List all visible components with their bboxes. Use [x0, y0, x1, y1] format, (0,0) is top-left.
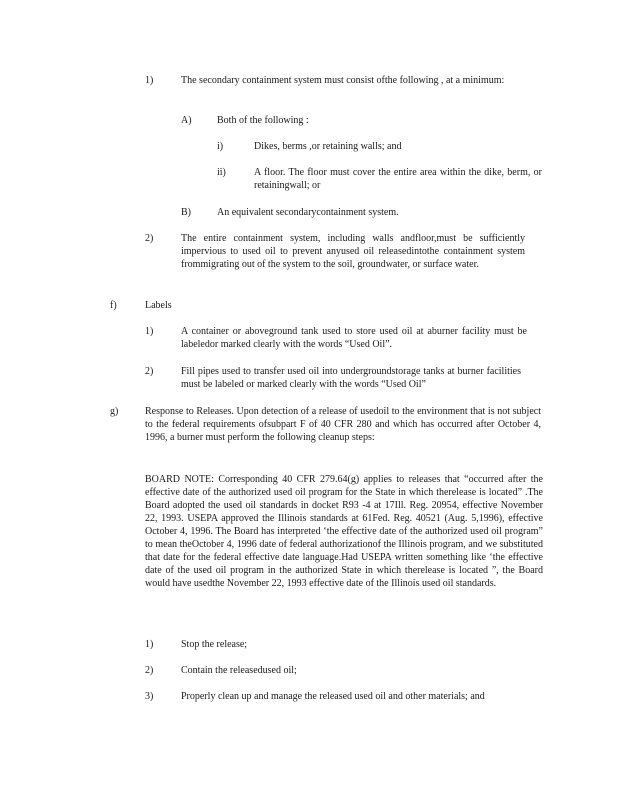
section-text: Response to Releases. Upon detection of a release of usedoil to the environment that is not subject to the federal requirements ofsubpart F of 40 CFR 280 and which has occurred after October 4, 1996, a burner must perform the following cleanup steps: [145, 406, 541, 443]
item-text: The secondary containment system must consist ofthe following , at a minimum: [181, 75, 505, 86]
item-label: B) [181, 207, 191, 218]
item-label: i) [217, 141, 224, 152]
item-label: 1) [145, 326, 154, 337]
item-text: Both of the following : [217, 115, 309, 126]
item-label: ii) [217, 167, 226, 178]
item-label: 2) [145, 233, 154, 244]
item-label: 2) [145, 366, 154, 377]
item-text: Properly clean up and manage the released used oil and other materials; and [181, 691, 485, 702]
item-label: 2) [145, 665, 154, 676]
section-label: g) [110, 406, 119, 417]
section-heading: Labels [145, 300, 172, 311]
section-label: f) [110, 300, 117, 311]
item-label: 3) [145, 691, 154, 702]
item-label: 1) [145, 639, 154, 650]
board-note: BOARD NOTE: Corresponding 40 CFR 279.64(g) applies to releases that “occurred after the effective date of the authorized used oil program for the State in which therelease is located” .The Board adopted the used oil standards in docket R93 -4 at 17Ill. Reg. 20954, effective November 22, 1993. USEPA approved the Illinois standards at 61Fed. Reg. 40521 (Aug. 5,1996), effective October 4, 1996. The Board has interpreted ‘the effective date of the authorized used oil program” to mean theOctober 4, 1996 date of federal authorizationof the Illinois program, and we substituted that date for the federal effective date language.Had USEPA written something like ‘the effective date of the used oil program in the authorized State in which therelease is located ”, the Board would have usedthe November 22, 1993 effective date of the Illinois used oil standards. [145, 474, 543, 589]
item-text: Fill pipes used to transfer used oil into undergroundstorage tanks at burner facilities must be labeled or marked clearly with the words “Used Oil” [181, 366, 521, 390]
item-label: 1) [145, 75, 154, 86]
item-label: A) [181, 115, 192, 126]
item-text: The entire containment system, including walls andfloor,must be sufficiently impervious to used oil to prevent anyused oil releasedintothe containment system frommigrating out of the system to the soil, groundwater, or surface water. [181, 233, 525, 270]
item-text: Contain the releasedused oil; [181, 665, 297, 676]
item-text: An equivalent secondarycontainment system. [217, 207, 399, 218]
item-text: Stop the release; [181, 639, 248, 650]
item-text: Dikes, berms ,or retaining walls; and [254, 141, 402, 152]
item-text: A floor. The floor must cover the entire area within the dike, berm, or retainingwall; or [254, 167, 542, 191]
item-text: A container or aboveground tank used to store used oil at aburner facility must be labeledor marked clearly with the words “Used Oil”. [181, 326, 527, 350]
